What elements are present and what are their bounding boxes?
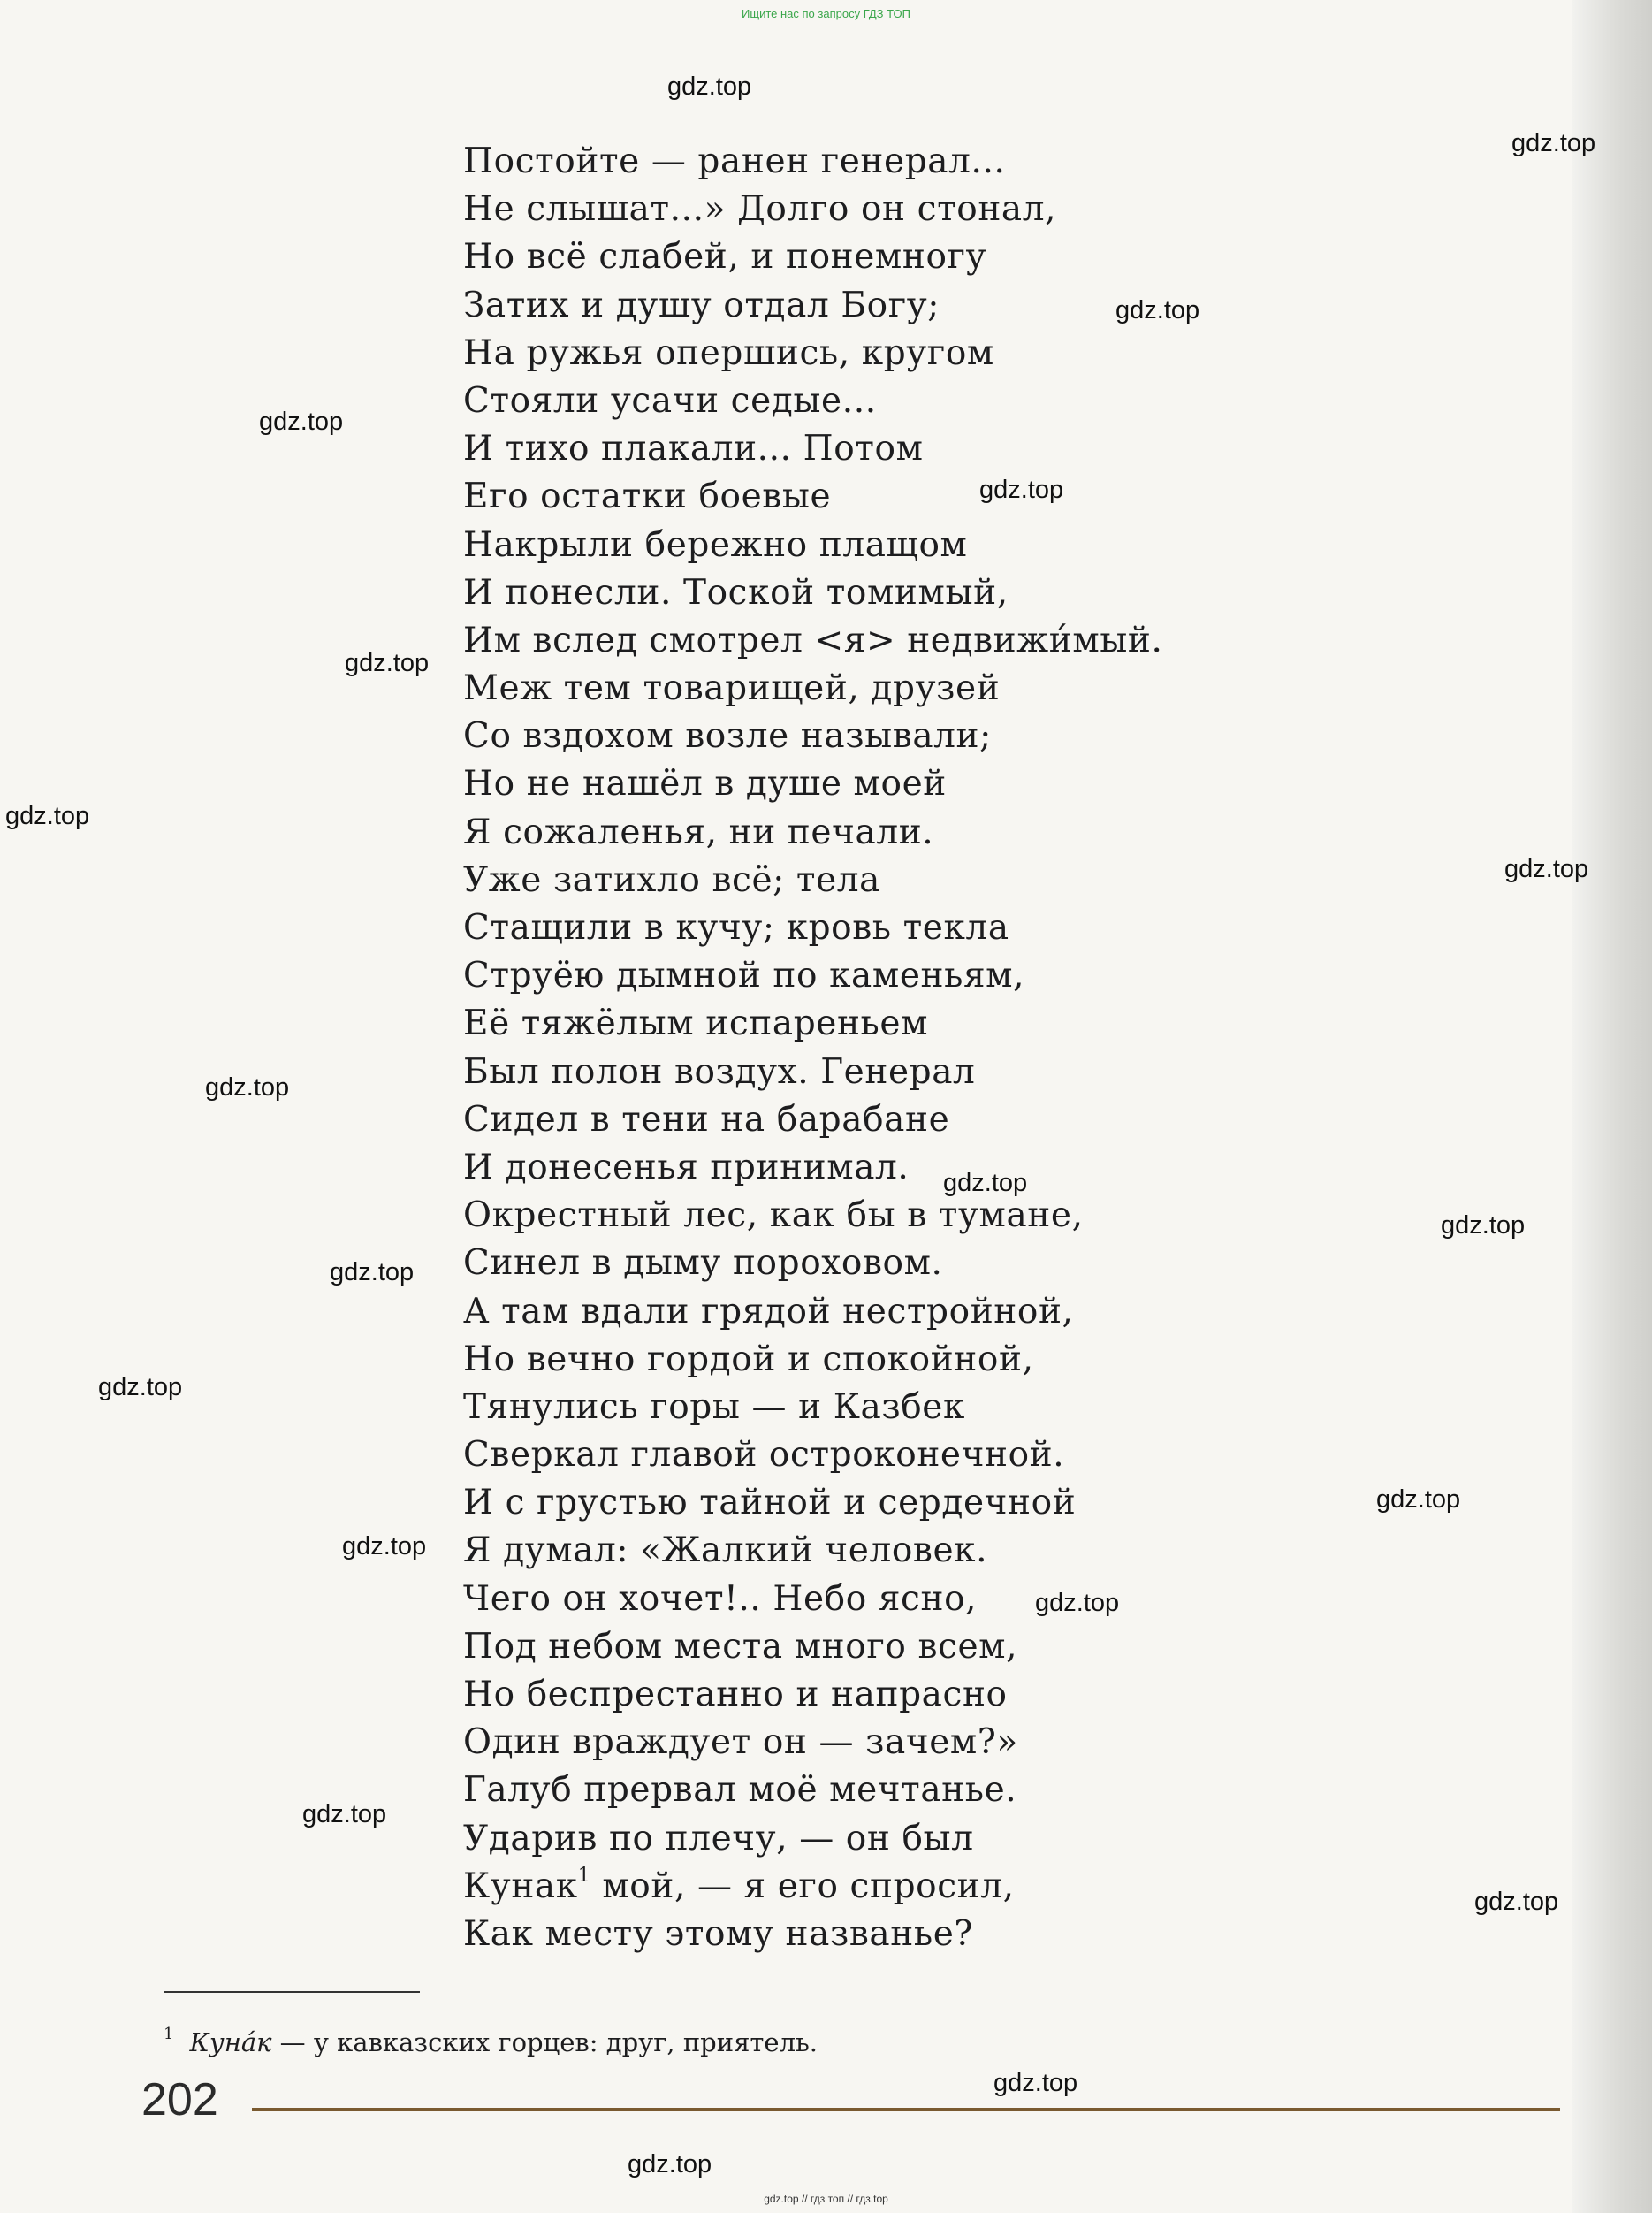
watermark: gdz.top [330, 1258, 415, 1286]
poem-line: Как месту этому названье? [463, 1913, 973, 1954]
watermark: gdz.top [993, 2069, 1078, 2097]
poem-line: Стащили в кучу; кровь текла [463, 908, 1009, 948]
poem-line: И понесли. Тоской томимый, [463, 572, 1009, 613]
watermark: gdz.top [1504, 855, 1589, 883]
watermark: gdz.top [628, 2150, 712, 2179]
poem-line: Синел в дыму пороховом. [463, 1243, 943, 1284]
footnote-text: — у кавказских горцев: друг, приятель. [271, 2027, 818, 2057]
page-edge-shadow [1572, 0, 1652, 2213]
poem-line: Стояли усачи седые... [463, 380, 877, 421]
watermark: gdz.top [98, 1373, 183, 1401]
poem-line: Сидел в тени на барабане [463, 1099, 950, 1140]
poem-line: Чего он хочет!.. Небо ясно, [463, 1578, 978, 1619]
poem-line: Под небом места много всем, [463, 1626, 1018, 1667]
poem-word-kunak: Кунак [463, 1866, 578, 1906]
poem-line: Галуб прервал моё мечтанье. [463, 1770, 1017, 1811]
poem-line: Не слышат...» Долго он стонал, [463, 189, 1057, 230]
poem-line: Струёю дымной по каменьям, [463, 956, 1025, 996]
poem-line: Его остатки боевые [463, 477, 832, 517]
poem-line: Меж тем товарищей, друзей [463, 668, 1001, 709]
poem-line-rest: мой, — я его спросил, [590, 1866, 1015, 1906]
poem-line: Сверкал главой остроконечной. [463, 1435, 1065, 1476]
poem-line: Я думал: «Жалкий человек. [463, 1530, 988, 1571]
poem-line: Со вздохом возле называли; [463, 716, 992, 757]
watermark: gdz.top [1441, 1211, 1526, 1240]
poem-line: И донесенья принимал. [463, 1147, 910, 1187]
poem-line: Постойте — ранен генерал... [463, 141, 1006, 181]
watermark: gdz.top [979, 476, 1064, 504]
poem-line: Им вслед смотрел <я> недвижи́мый. [463, 620, 1163, 660]
poem-line: Но не нашёл в душе моей [463, 764, 947, 805]
poem-line: И тихо плакали... Потом [463, 429, 924, 469]
poem-line: Уже затихло всё; тела [463, 859, 880, 900]
poem-line: Я сожаленья, ни печали. [463, 812, 934, 852]
watermark: gdz.top [943, 1169, 1028, 1197]
watermark: gdz.top [342, 1532, 427, 1561]
bottom-banner: gdz.top // гдз топ // гдз.top [764, 2193, 888, 2205]
watermark: gdz.top [1511, 129, 1596, 157]
watermark: gdz.top [5, 802, 90, 830]
footnote-number: 1 [164, 2025, 174, 2043]
footnote-marker: 1 [577, 1864, 591, 1887]
poem-line: А там вдали грядой нестройной, [463, 1291, 1074, 1332]
footnote-divider [164, 1991, 420, 1993]
poem-line: Но вечно гордой и спокойной, [463, 1339, 1034, 1379]
poem-line: Но всё слабей, и понемногу [463, 237, 987, 278]
poem-line [463, 1863, 1163, 1911]
poem-line: Был полон воздух. Генерал [463, 1051, 976, 1092]
watermark: gdz.top [1376, 1485, 1461, 1514]
poem-line: Её тяжёлым испареньем [463, 1003, 928, 1044]
page-number: 202 [141, 2074, 218, 2125]
footnote-term: Куна́к [189, 2027, 272, 2057]
poem-line: Ударив по плечу, — он был [463, 1818, 974, 1858]
poem-line: И с грустью тайной и сердечной [463, 1483, 1077, 1523]
poem [463, 138, 1163, 1958]
poem-line: Окрестный лес, как бы в тумане, [463, 1195, 1084, 1236]
poem-line: Но беспрестанно и напрасно [463, 1675, 1008, 1714]
watermark: gdz.top [205, 1073, 290, 1102]
footnote [164, 2025, 818, 2057]
top-banner: Ищите нас по запросу ГДЗ ТОП [742, 7, 910, 20]
bottom-rule [252, 2108, 1560, 2111]
poem-line: Накрыли бережно плащом [463, 524, 968, 565]
watermark: gdz.top [1474, 1888, 1559, 1916]
watermark: gdz.top [667, 72, 752, 101]
watermark: gdz.top [345, 649, 430, 677]
watermark: gdz.top [302, 1800, 387, 1828]
poem-line: Тянулись горы — и Казбек [463, 1386, 965, 1427]
poem-line: Затих и душу отдал Богу; [463, 285, 940, 325]
watermark: gdz.top [1035, 1589, 1120, 1617]
watermark: gdz.top [1115, 296, 1200, 324]
poem-line: На ружья опершись, кругом [463, 332, 994, 373]
watermark: gdz.top [259, 408, 344, 436]
poem-line: Один враждует он — зачем?» [463, 1722, 1018, 1763]
